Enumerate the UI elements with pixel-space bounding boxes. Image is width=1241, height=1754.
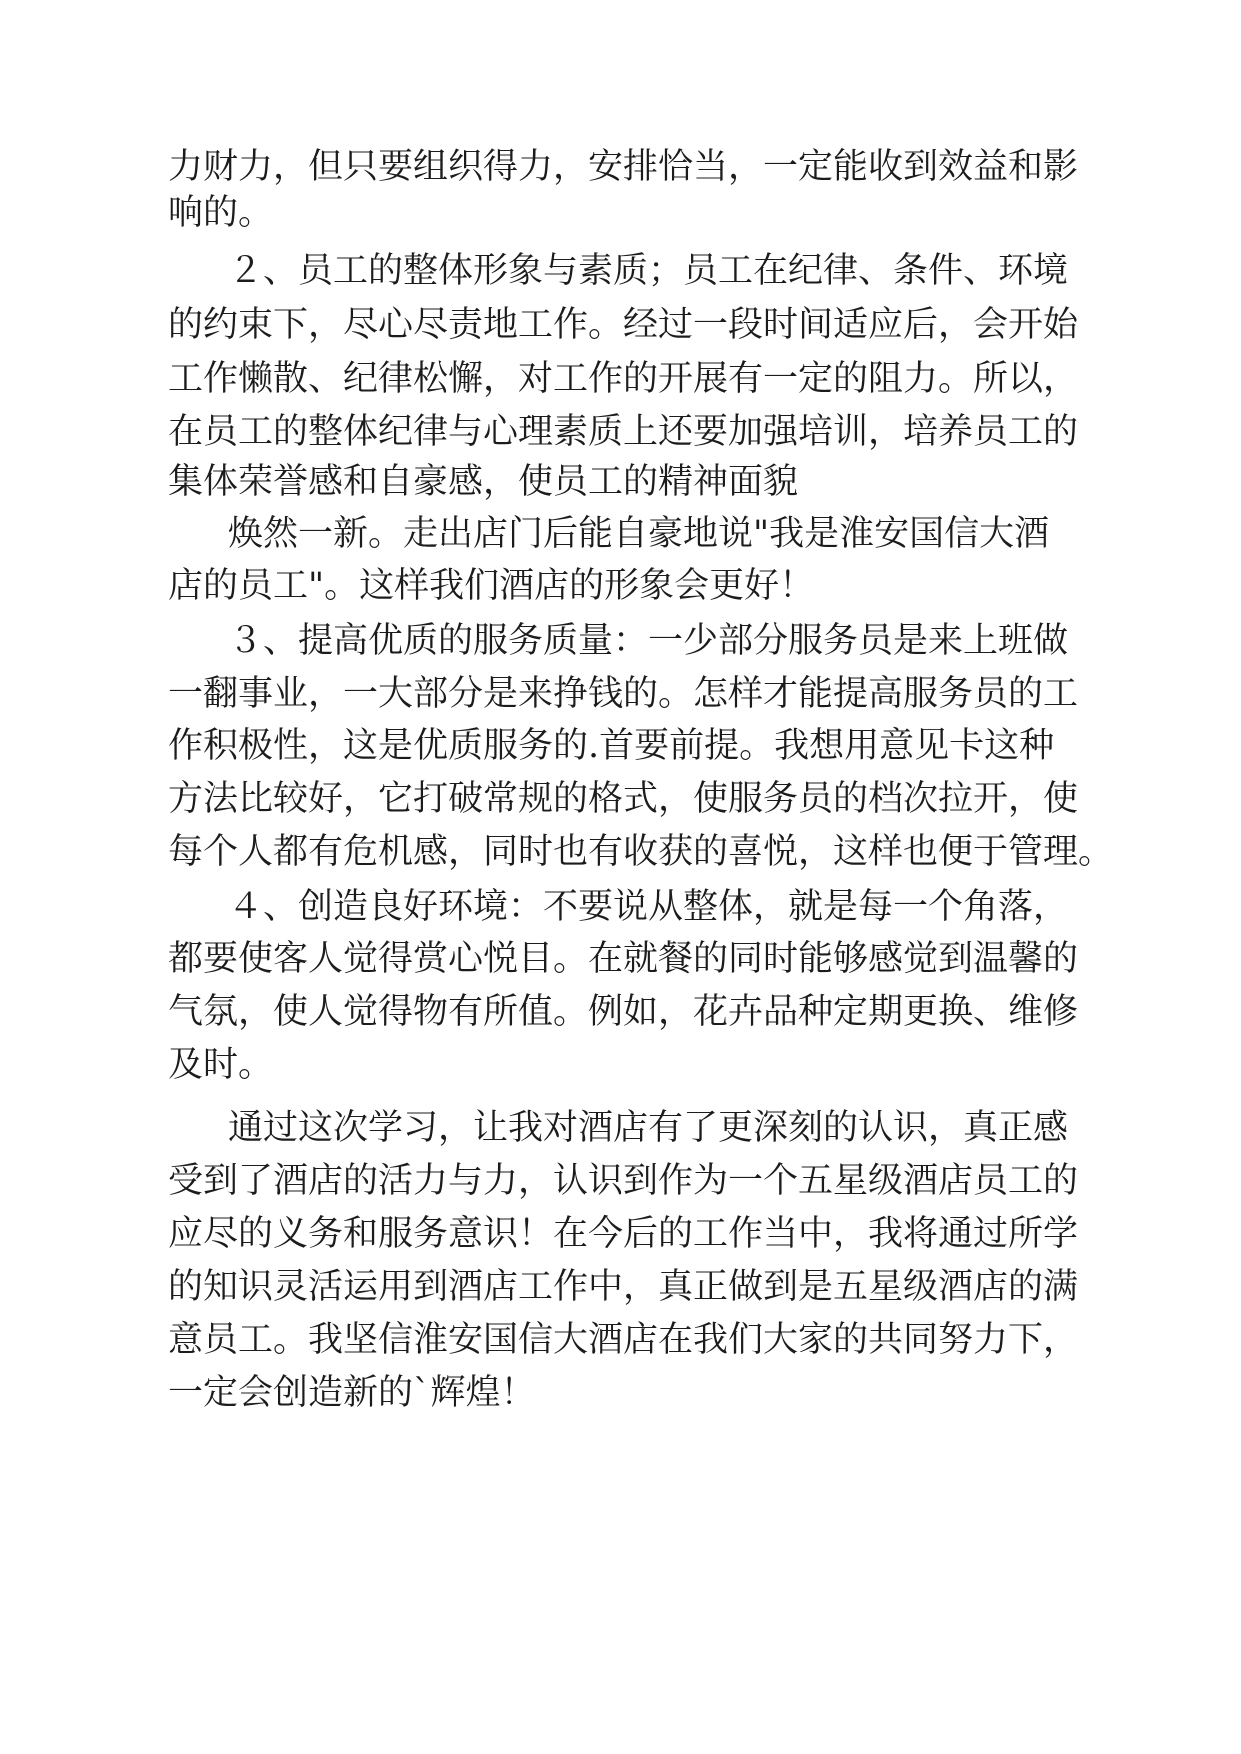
text-line: 受到了酒店的活力与力，认识到作为一个五星级酒店员工的 (168, 1161, 1079, 1201)
text-line: 焕然一新。走出店门后能自豪地说"我是淮安国信大酒 (228, 514, 1050, 554)
text-line: 力财力，但只要组织得力，安排恰当，一定能收到效益和影 (168, 147, 1079, 187)
text-line: 的知识灵活运用到酒店工作中，真正做到是五星级酒店的满 (168, 1267, 1079, 1307)
text-line: 一定会创造新的`辉煌！ (168, 1373, 536, 1413)
text-line: 在员工的整体纪律与心理素质上还要加强培训，培养员工的 (168, 412, 1079, 452)
text-line: 集体荣誉感和自豪感，使员工的精神面貌 (168, 462, 799, 502)
text-line: 通过这次学习，让我对酒店有了更深刻的认识，真正感 (228, 1108, 1069, 1148)
text-line: 作积极性，这是优质服务的.首要前提。我想用意见卡这种 (168, 726, 1055, 766)
text-line: ３、提高优质的服务质量：一少部分服务员是来上班做 (228, 621, 1069, 661)
text-line: ２、员工的整体形象与素质；员工在纪律、条件、环境 (228, 251, 1069, 291)
text-line: 意员工。我坚信淮安国信大酒店在我们大家的共同努力下， (168, 1320, 1079, 1360)
text-line: 及时。 (168, 1045, 274, 1085)
text-line: 一翻事业，一大部分是来挣钱的。怎样才能提高服务员的工 (168, 674, 1079, 714)
text-line: 的约束下，尽心尽责地工作。经过一段时间适应后，会开始 (168, 305, 1079, 345)
text-line: ４、创造良好环境：不要说从整体，就是每一个角落， (228, 887, 1069, 927)
text-line: 响的。 (168, 193, 274, 233)
text-line: 店的员工"。这样我们酒店的形象会更好！ (168, 566, 815, 606)
text-line: 方法比较好，它打破常规的格式，使服务员的档次拉开，使 (168, 779, 1079, 819)
text-line: 每个人都有危机感，同时也有收获的喜悦，这样也便于管理。 (168, 832, 1114, 872)
text-line: 都要使客人觉得赏心悦目。在就餐的同时能够感觉到温馨的 (168, 939, 1079, 979)
text-line: 气氛，使人觉得物有所值。例如，花卉品种定期更换、维修 (168, 992, 1079, 1032)
text-line: 应尽的义务和服务意识！在今后的工作当中，我将通过所学 (168, 1214, 1079, 1254)
text-line: 工作懒散、纪律松懈，对工作的开展有一定的阻力。所以， (168, 359, 1079, 399)
